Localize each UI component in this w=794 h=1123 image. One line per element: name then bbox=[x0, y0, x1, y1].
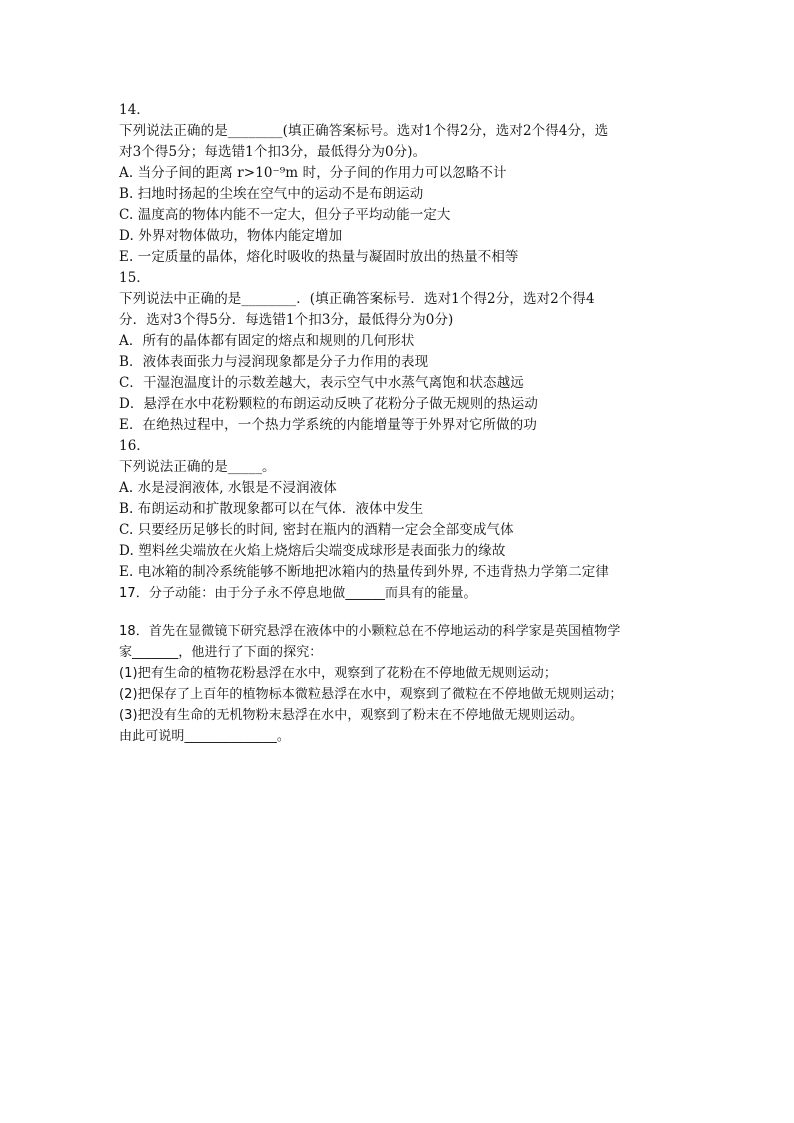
question-15-option-b: B．液体表面张力与浸润现象都是分子力作用的表现 bbox=[119, 354, 429, 370]
question-14-option-e: E. 一定质量的晶体，熔化时吸收的热量与凝固时放出的热量不相等 bbox=[119, 249, 519, 265]
question-14-number: 14． bbox=[119, 102, 150, 118]
question-15-stem-line-2: 分．选对3个得5分．每选错1个扣3分，最低得分为0分) bbox=[119, 312, 454, 328]
question-14-option-a: A. 当分子间的距离 r>10⁻⁹m 时，分子间的作用力可以忽略不计 bbox=[119, 165, 507, 181]
question-14-option-b: B. 扫地时扬起的尘埃在空气中的运动不是布朗运动 bbox=[119, 186, 424, 202]
question-18-stem-line-1: 18．首先在显微镜下研究悬浮在液体中的小颗粒总在不停地运动的科学家是英国植物学 bbox=[119, 624, 621, 639]
question-14-option-d: D. 外界对物体做功，物体内能定增加 bbox=[119, 228, 343, 244]
question-18-stem-line-2: 家_______，他进行了下面的探究： bbox=[119, 645, 323, 660]
question-15-stem-line-1: 下列说法中正确的是________．(填正确答案标号．选对1个得2分，选对2个得4 bbox=[119, 291, 595, 307]
document-content bbox=[119, 100, 689, 747]
question-14-stem-line-2: 对3个得5分；每选错1个扣3分，最低得分为0分)。 bbox=[119, 144, 427, 160]
question-16-option-a: A. 水是浸润液体, 水银是不浸润液体 bbox=[119, 480, 337, 496]
question-15-option-c: C．干湿泡温度计的示数差越大，表示空气中水蒸气离饱和状态越远 bbox=[119, 375, 524, 391]
question-14-option-c: C. 温度高的物体内能不一定大，但分子平均动能一定大 bbox=[119, 207, 451, 223]
spacer bbox=[119, 604, 689, 621]
question-16-option-d: D. 塑料丝尖端放在火焰上烧熔后尖端变成球形是表面张力的缘故 bbox=[119, 543, 506, 559]
question-16-option-b: B. 布朗运动和扩散现象都可以在气体．液体中发生 bbox=[119, 501, 424, 517]
question-14-stem-line-1: 下列说法正确的是________(填正确答案标号。选对1个得2分，选对2个得4分，选 bbox=[119, 123, 609, 139]
question-18-point-3: (3)把没有生命的无机物粉末悬浮在水中，观察到了粉末在不停地做无规则运动。 bbox=[119, 708, 584, 723]
question-15-option-e: E．在绝热过程中，一个热力学系统的内能增量等于外界对它所做的功 bbox=[119, 417, 537, 433]
question-17: 17．分子动能：由于分子永不停息地做______而具有的能量。 bbox=[119, 586, 477, 601]
question-18-point-2: (2)把保存了上百年的植物标本微粒悬浮在水中，观察到了微粒在不停地做无规则运动； bbox=[119, 687, 623, 702]
question-18-conclusion: 由此可说明______________。 bbox=[119, 729, 290, 744]
question-15-option-a: A．所有的晶体都有固定的熔点和规则的几何形状 bbox=[119, 333, 415, 349]
question-16-option-c: C. 只要经历足够长的时间, 密封在瓶内的酒精一定会全部变成气体 bbox=[119, 522, 514, 538]
question-18-point-1: (1)把有生命的植物花粉悬浮在水中，观察到了花粉在不停地做无规则运动； bbox=[119, 666, 557, 681]
question-15-option-d: D．悬浮在水中花粉颗粒的布朗运动反映了花粉分子做无规则的热运动 bbox=[119, 396, 538, 412]
question-16-number: 16． bbox=[119, 438, 150, 454]
question-15-number: 15． bbox=[119, 270, 150, 286]
question-16-option-e: E. 电冰箱的制冷系统能够不断地把冰箱内的热量传到外界, 不违背热力学第二定律 bbox=[119, 564, 609, 580]
question-16-stem: 下列说法正确的是_____。 bbox=[119, 459, 276, 475]
